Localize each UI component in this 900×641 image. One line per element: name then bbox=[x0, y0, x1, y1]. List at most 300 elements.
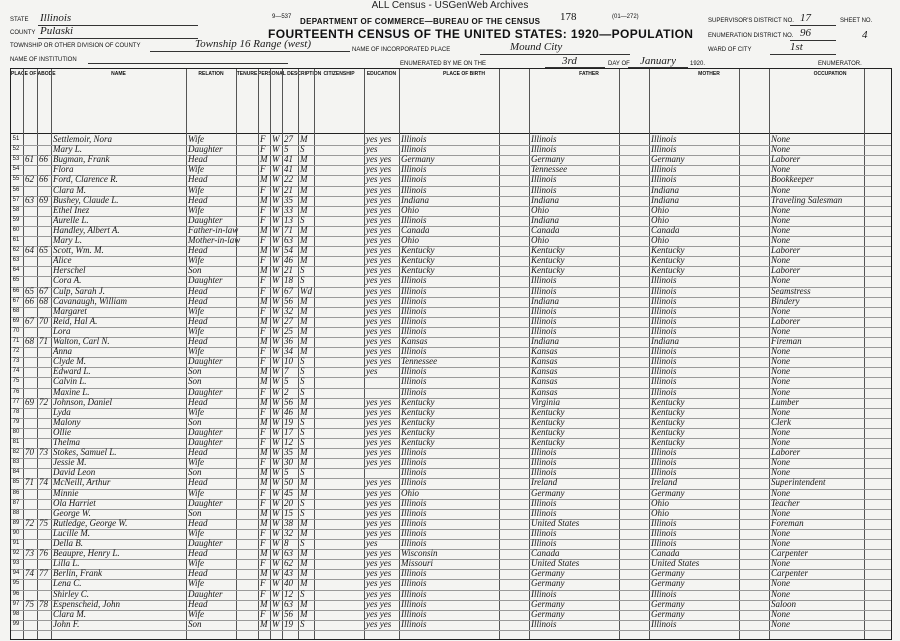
cell-rel: Head bbox=[188, 447, 208, 458]
cell-fbirth: Illinois bbox=[531, 144, 557, 155]
cell-age: 63 bbox=[284, 235, 293, 245]
cell-edu: yes yes bbox=[366, 315, 392, 326]
cell-sex: F bbox=[260, 204, 266, 215]
cell-cond: S bbox=[300, 356, 305, 367]
cell-num: 58 bbox=[12, 206, 20, 213]
cell-name: Jessie M. bbox=[53, 457, 87, 468]
cell-fam: 74 bbox=[39, 477, 48, 488]
cell-age: 43 bbox=[284, 568, 293, 579]
cell-num: 51 bbox=[12, 136, 20, 142]
cell-sex: F bbox=[260, 305, 266, 316]
cell-fbirth: Canada bbox=[531, 548, 560, 559]
cell-fbirth: Illinois bbox=[531, 305, 557, 316]
supervisor-label: SUPERVISOR'S DISTRICT NO. bbox=[708, 18, 794, 24]
cell-rel: Head bbox=[188, 396, 208, 407]
cell-sex: F bbox=[260, 386, 266, 397]
cell-sex: M bbox=[260, 336, 268, 346]
cell-name: Lilla L. bbox=[53, 558, 80, 569]
cell-occ: None bbox=[771, 558, 790, 569]
cell-rel: Son bbox=[188, 416, 202, 427]
cell-name: Minnie bbox=[53, 487, 79, 498]
cell-occ: Clerk bbox=[771, 416, 791, 427]
ward-label: WARD OF CITY bbox=[708, 47, 752, 53]
cell-fam: 68 bbox=[39, 295, 48, 306]
cell-edu: yes yes bbox=[366, 154, 392, 165]
cell-name: Lora bbox=[53, 325, 71, 336]
cell-rel: Head bbox=[188, 315, 208, 326]
cell-cond: M bbox=[300, 346, 308, 357]
cell-name: Malony bbox=[53, 416, 81, 427]
cell-occ: None bbox=[771, 386, 790, 397]
cell-sex: M bbox=[260, 315, 268, 326]
cell-sex: M bbox=[260, 194, 268, 205]
cell-sex: F bbox=[260, 437, 266, 447]
cell-occ: None bbox=[771, 376, 790, 387]
cell-race: W bbox=[272, 517, 280, 528]
cell-cond: M bbox=[300, 174, 308, 185]
cell-rel: Head bbox=[188, 174, 208, 185]
cell-occ: None bbox=[771, 366, 790, 377]
cell-rel: Father-in-law bbox=[188, 224, 239, 235]
cell-sex: F bbox=[260, 255, 266, 266]
cell-cond: M bbox=[300, 477, 308, 488]
cell-name: Cora A. bbox=[53, 275, 82, 286]
cell-age: 46 bbox=[284, 255, 293, 266]
cell-mbirth: Kentucky bbox=[651, 245, 685, 256]
cell-race: W bbox=[272, 386, 280, 397]
cell-birth: Illinois bbox=[401, 467, 427, 478]
cell-dwell: 66 bbox=[25, 295, 34, 306]
cell-age: 19 bbox=[284, 618, 293, 629]
cell-rel: Head bbox=[188, 517, 208, 528]
cell-race: W bbox=[272, 457, 280, 468]
cell-sex: M bbox=[260, 174, 268, 185]
cell-sex: M bbox=[260, 416, 268, 427]
cell-occ: Carpenter bbox=[771, 548, 808, 559]
cell-birth: Ohio bbox=[401, 235, 419, 245]
cell-sex: M bbox=[260, 548, 268, 559]
cell-birth: Illinois bbox=[401, 376, 427, 387]
cell-sex: F bbox=[260, 608, 266, 619]
cell-race: W bbox=[272, 426, 280, 437]
cell-fbirth: United States bbox=[531, 558, 580, 569]
cell-occ: None bbox=[771, 578, 790, 589]
cell-dwell: 70 bbox=[25, 447, 34, 458]
cell-sex: F bbox=[260, 356, 266, 367]
cell-dwell: 68 bbox=[25, 336, 34, 346]
cell-age: 62 bbox=[284, 558, 293, 569]
cell-mbirth: Indiana bbox=[651, 336, 679, 346]
cell-birth: Illinois bbox=[401, 578, 427, 589]
cell-occ: None bbox=[771, 487, 790, 498]
cell-race: W bbox=[272, 416, 280, 427]
cell-age: 38 bbox=[284, 517, 293, 528]
cell-occ: Seamstress bbox=[771, 285, 811, 296]
cell-age: 41 bbox=[284, 154, 293, 165]
cell-age: 33 bbox=[284, 204, 293, 215]
cell-num: 82 bbox=[12, 449, 20, 456]
cell-race: W bbox=[272, 325, 280, 336]
cell-num: 66 bbox=[12, 287, 20, 294]
cell-race: W bbox=[272, 618, 280, 629]
cell-fam: 70 bbox=[39, 315, 48, 326]
cell-race: W bbox=[272, 285, 280, 296]
enumeration-value: 96 bbox=[800, 27, 811, 39]
cell-age: 50 bbox=[284, 477, 293, 488]
ward-underline bbox=[770, 54, 836, 55]
cell-mbirth: Ohio bbox=[651, 214, 669, 225]
cell-rel: Son bbox=[188, 366, 202, 377]
cell-name: Settlemoir, Nora bbox=[53, 134, 113, 144]
cell-rel: Son bbox=[188, 618, 202, 629]
cell-num: 62 bbox=[12, 247, 20, 254]
cell-age: 56 bbox=[284, 608, 293, 619]
cell-num: 79 bbox=[12, 418, 20, 425]
cell-occ: None bbox=[771, 184, 790, 195]
cell-occ: Laborer bbox=[771, 154, 801, 165]
census-table bbox=[10, 68, 892, 640]
cell-cond: M bbox=[300, 447, 308, 458]
cell-edu: yes yes bbox=[366, 214, 392, 225]
cell-fbirth: Germany bbox=[531, 578, 565, 589]
cell-mbirth: Illinois bbox=[651, 588, 677, 599]
cell-edu: yes yes bbox=[366, 437, 392, 447]
cell-edu: yes yes bbox=[366, 527, 392, 538]
cell-mbirth: Illinois bbox=[651, 467, 677, 478]
cell-mbirth: Ohio bbox=[651, 204, 669, 215]
cell-age: 56 bbox=[284, 396, 293, 407]
cell-race: W bbox=[272, 204, 280, 215]
cell-edu: yes yes bbox=[366, 134, 392, 144]
day-value: 3rd bbox=[562, 55, 577, 67]
cell-name: Mary L. bbox=[53, 144, 82, 155]
cell-age: 27 bbox=[284, 134, 293, 144]
institution-label: NAME OF INSTITUTION bbox=[10, 57, 77, 63]
state-label: STATE bbox=[10, 17, 29, 23]
cell-fbirth: Canada bbox=[531, 224, 560, 235]
column-header: CITIZENSHIP bbox=[323, 71, 355, 77]
cell-age: 21 bbox=[284, 265, 293, 276]
cell-sex: F bbox=[260, 558, 266, 569]
cell-occ: Laborer bbox=[771, 315, 801, 326]
cell-age: 5 bbox=[284, 467, 289, 478]
cell-mbirth: Illinois bbox=[651, 315, 677, 326]
cell-rel: Wife bbox=[188, 134, 204, 144]
cell-occ: None bbox=[771, 275, 790, 286]
cell-sex: F bbox=[260, 527, 266, 538]
cell-mbirth: Germany bbox=[651, 154, 685, 165]
cell-fam bbox=[39, 619, 50, 630]
cell-rel: Son bbox=[188, 376, 202, 387]
cell-sex: F bbox=[260, 134, 266, 144]
cell-age: 36 bbox=[284, 336, 293, 346]
county-label: COUNTY bbox=[10, 30, 36, 36]
cell-sex: F bbox=[260, 184, 266, 195]
cell-edu: yes yes bbox=[366, 204, 392, 215]
cell-cond: S bbox=[300, 467, 305, 478]
county-value: Pulaski bbox=[40, 25, 73, 37]
cell-fbirth: Ohio bbox=[531, 204, 549, 215]
cell-cond: M bbox=[300, 204, 308, 215]
cell-cond: S bbox=[300, 386, 305, 397]
cell-birth: Illinois bbox=[401, 568, 427, 579]
cell-birth: Kentucky bbox=[401, 396, 435, 407]
cell-race: W bbox=[272, 467, 280, 478]
cell-fbirth: Tennessee bbox=[531, 164, 568, 175]
cell-birth: Germany bbox=[401, 154, 435, 165]
cell-age: 18 bbox=[284, 275, 293, 286]
cell-race: W bbox=[272, 184, 280, 195]
cell-birth: Kansas bbox=[401, 336, 428, 346]
cell-cond: S bbox=[300, 497, 305, 508]
cell-rel: Daughter bbox=[188, 538, 223, 548]
cell-edu: yes yes bbox=[366, 174, 392, 185]
cell-race: W bbox=[272, 315, 280, 326]
cell-fam: 67 bbox=[39, 285, 48, 296]
cell-edu: yes yes bbox=[366, 447, 392, 458]
cell-sex: M bbox=[260, 154, 268, 165]
cell-edu: yes yes bbox=[366, 457, 392, 468]
cell-birth: Illinois bbox=[401, 144, 427, 155]
cell-race: W bbox=[272, 305, 280, 316]
column-header: EDUCATION bbox=[366, 71, 397, 77]
sheet-label: SHEET NO. bbox=[840, 18, 873, 24]
cell-race: W bbox=[272, 487, 280, 498]
cell-sex: M bbox=[260, 517, 268, 528]
cell-age: 35 bbox=[284, 447, 293, 458]
form-number-left: 9—537 bbox=[272, 14, 292, 20]
cell-birth: Canada bbox=[401, 224, 430, 235]
cell-mbirth: Kentucky bbox=[651, 426, 685, 437]
cell-birth: Kentucky bbox=[401, 255, 435, 266]
cell-age: 12 bbox=[284, 437, 293, 447]
cell-occ: None bbox=[771, 507, 790, 518]
cell-occ: None bbox=[771, 346, 790, 357]
cell-birth: Wisconsin bbox=[401, 548, 438, 559]
cell-fam: 66 bbox=[39, 154, 48, 165]
cell-name: Bushey, Claude L. bbox=[53, 194, 119, 205]
cell-fbirth: Kentucky bbox=[531, 265, 565, 276]
cell-num: 86 bbox=[12, 489, 20, 496]
cell-num: 90 bbox=[12, 529, 20, 536]
cell-num: 96 bbox=[12, 590, 20, 597]
cell-mbirth: Illinois bbox=[651, 447, 677, 458]
cell-race: W bbox=[272, 578, 280, 589]
column-header-band bbox=[11, 69, 891, 134]
cell-sex: M bbox=[260, 265, 268, 276]
cell-num: 75 bbox=[12, 378, 20, 385]
cell-cond: M bbox=[300, 578, 308, 589]
cell-age: 7 bbox=[284, 366, 289, 377]
cell-fbirth: Illinois bbox=[531, 497, 557, 508]
cell-cond: M bbox=[300, 224, 308, 235]
cell-occ: None bbox=[771, 164, 790, 175]
cell-rel: Head bbox=[188, 548, 208, 559]
cell-rel: Wife bbox=[188, 184, 204, 195]
cell-cond: M bbox=[300, 568, 308, 579]
township-label: TOWNSHIP OR OTHER DIVISION OF COUNTY bbox=[10, 43, 141, 49]
cell-num: 60 bbox=[12, 226, 20, 233]
cell-rel: Head bbox=[188, 477, 208, 488]
cell-mbirth: Germany bbox=[651, 608, 685, 619]
cell-birth: Illinois bbox=[401, 588, 427, 599]
cell-edu: yes bbox=[366, 366, 378, 377]
cell-sex: F bbox=[260, 497, 266, 508]
cell-fbirth: Germany bbox=[531, 487, 565, 498]
cell-mbirth: Illinois bbox=[651, 346, 677, 357]
cell-birth: Kentucky bbox=[401, 426, 435, 437]
cell-fbirth: Kentucky bbox=[531, 416, 565, 427]
cell-occ: None bbox=[771, 538, 790, 548]
cell-cond: M bbox=[300, 245, 308, 256]
cell-fbirth: Illinois bbox=[531, 507, 557, 518]
cell-fam: 71 bbox=[39, 336, 48, 346]
cell-fbirth: Kentucky bbox=[531, 255, 565, 266]
cell-fbirth: Germany bbox=[531, 154, 565, 165]
cell-edu: yes yes bbox=[366, 235, 392, 245]
cell-fbirth: Illinois bbox=[531, 588, 557, 599]
cell-edu: yes bbox=[366, 144, 378, 155]
cell-sex: M bbox=[260, 295, 268, 306]
cell-fbirth: Kansas bbox=[531, 356, 558, 367]
cell-fbirth: Kentucky bbox=[531, 245, 565, 256]
cell-mbirth: Kentucky bbox=[651, 265, 685, 276]
cell-age: 30 bbox=[284, 457, 293, 468]
cell-edu: yes yes bbox=[366, 558, 392, 569]
cell-race: W bbox=[272, 356, 280, 367]
cell-rel: Daughter bbox=[188, 356, 223, 367]
incorporated-value: Mound City bbox=[510, 41, 563, 53]
cell-num: 85 bbox=[12, 479, 20, 486]
cell-sex: M bbox=[260, 568, 268, 579]
cell-mbirth: Ohio bbox=[651, 507, 669, 518]
cell-cond: M bbox=[300, 517, 308, 528]
cell-occ: None bbox=[771, 588, 790, 599]
cell-birth: Illinois bbox=[401, 538, 427, 548]
cell-age: 19 bbox=[284, 416, 293, 427]
cell-dwell: 61 bbox=[25, 154, 34, 165]
cell-fbirth: Indiana bbox=[531, 214, 559, 225]
cell-cond: S bbox=[300, 618, 305, 629]
cell-edu: yes yes bbox=[366, 265, 392, 276]
cell-edu: yes yes bbox=[366, 224, 392, 235]
cell-cond: S bbox=[300, 366, 305, 377]
cell-edu: yes yes bbox=[366, 588, 392, 599]
cell-occ: Laborer bbox=[771, 265, 801, 276]
cell-mbirth: Illinois bbox=[651, 164, 677, 175]
cell-age: 54 bbox=[284, 245, 293, 256]
cell-dwell bbox=[25, 619, 36, 630]
cell-edu: yes yes bbox=[366, 618, 392, 629]
cell-name: Thelma bbox=[53, 437, 80, 447]
cell-name: David Leon bbox=[53, 467, 96, 478]
cell-rel: Mother-in-law bbox=[188, 235, 241, 245]
cell-rel: Son bbox=[188, 265, 202, 276]
cell-fam: 65 bbox=[39, 245, 48, 256]
cell-age: 15 bbox=[284, 507, 293, 518]
cell-cond: M bbox=[300, 184, 308, 195]
cell-fbirth: Germany bbox=[531, 608, 565, 619]
cell-race: W bbox=[272, 346, 280, 357]
cell-age: 17 bbox=[284, 426, 293, 437]
cell-name: John F. bbox=[53, 618, 80, 629]
cell-mbirth: Illinois bbox=[651, 366, 677, 377]
cell-mbirth: Germany bbox=[651, 578, 685, 589]
cell-cond: M bbox=[300, 457, 308, 468]
cell-name: Reid, Hal A. bbox=[53, 315, 98, 326]
cell-name: Herschel bbox=[53, 265, 86, 276]
cell-occ: Superintendent bbox=[771, 477, 826, 488]
cell-race: W bbox=[272, 538, 280, 548]
cell-cond: Wd bbox=[300, 285, 312, 296]
cell-cond: S bbox=[300, 265, 305, 276]
cell-race: W bbox=[272, 295, 280, 306]
cell-birth: Ohio bbox=[401, 204, 419, 215]
cell-fbirth: Ohio bbox=[531, 235, 549, 245]
cell-name: Walton, Carl N. bbox=[53, 336, 110, 346]
cell-num: 67 bbox=[12, 297, 20, 304]
cell-birth: Kentucky bbox=[401, 406, 435, 417]
incorporated-underline bbox=[480, 54, 630, 55]
cell-name: Berlin, Frank bbox=[53, 568, 102, 579]
cell-name: Clara M. bbox=[53, 608, 87, 619]
cell-cond: S bbox=[300, 588, 305, 599]
cell-birth: Missouri bbox=[401, 558, 434, 569]
cell-mbirth: Kentucky bbox=[651, 437, 685, 447]
cell-name: Ethel Inez bbox=[53, 204, 90, 215]
cell-num: 52 bbox=[12, 146, 20, 153]
cell-race: W bbox=[272, 366, 280, 377]
institution-underline bbox=[88, 63, 288, 64]
cell-cond: M bbox=[300, 558, 308, 569]
cell-dwell: 74 bbox=[25, 568, 34, 579]
cell-mbirth: Illinois bbox=[651, 174, 677, 185]
cell-fbirth: Illinois bbox=[531, 538, 557, 548]
cell-occ: Teacher bbox=[771, 497, 800, 508]
column-header: PERSONAL DESCRIPTION bbox=[258, 71, 322, 77]
cell-cond: M bbox=[300, 315, 308, 326]
cell-edu: yes yes bbox=[366, 325, 392, 336]
supervisor-underline bbox=[790, 25, 836, 26]
cell-sex: M bbox=[260, 447, 268, 458]
cell-sex: F bbox=[260, 275, 266, 286]
cell-sex: M bbox=[260, 396, 268, 407]
cell-fbirth: Illinois bbox=[531, 285, 557, 296]
cell-edu: yes yes bbox=[366, 194, 392, 205]
cell-occ: Bindery bbox=[771, 295, 800, 306]
cell-name: Clyde M. bbox=[53, 356, 86, 367]
cell-cond: M bbox=[300, 396, 308, 407]
cell-race: W bbox=[272, 376, 280, 387]
cell-race: W bbox=[272, 174, 280, 185]
department-heading: DEPARTMENT OF COMMERCE—BUREAU OF THE CENSUS bbox=[300, 17, 541, 26]
cell-rel: Head bbox=[188, 245, 208, 256]
cell-birth: Kentucky bbox=[401, 265, 435, 276]
cell-birth: Kentucky bbox=[401, 416, 435, 427]
cell-birth: Illinois bbox=[401, 618, 427, 629]
cell-fbirth: United States bbox=[531, 517, 580, 528]
cell-sex: M bbox=[260, 376, 268, 387]
cell-birth: Illinois bbox=[401, 164, 427, 175]
cell-birth: Ohio bbox=[401, 487, 419, 498]
cell-num: 91 bbox=[12, 540, 20, 546]
cell-dwell: 67 bbox=[25, 315, 34, 326]
cell-sex: F bbox=[260, 426, 266, 437]
cell-sex: F bbox=[260, 487, 266, 498]
cell-sex: F bbox=[260, 457, 266, 468]
cell-mbirth: Indiana bbox=[651, 184, 679, 195]
cell-sex: M bbox=[260, 507, 268, 518]
